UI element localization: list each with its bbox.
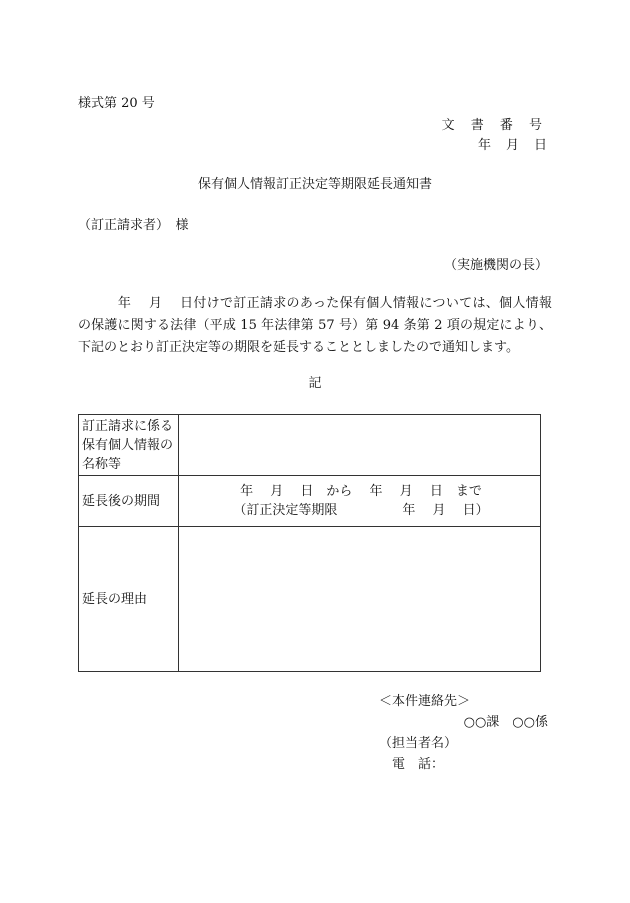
addressee: （訂正請求者） 様 (78, 218, 189, 233)
row2-label: 延長後の期間 (79, 476, 179, 527)
extended-period-cell (179, 476, 541, 527)
row3-label: 延長の理由 (79, 527, 179, 672)
contact-phone: 電 話： (392, 757, 445, 772)
row1-value (179, 415, 541, 476)
details-table (78, 414, 541, 672)
table-row (79, 527, 541, 672)
table-row (79, 415, 541, 476)
issuer: （実施機関の長） (443, 258, 548, 273)
table-row (79, 476, 541, 527)
period-line-1: 年 月 日 から 年 月 日 まで (240, 484, 482, 499)
ki-heading: 記 (308, 376, 322, 391)
notice-body: 年 月 日付けで訂正請求のあった保有個人情報については、個人情報の保護に関する法律（平成 15 年法律第 57 号）第 94 条第 2 項の規定により、下記のとおり訂正決定等の期限を延長することとしましたので通知します。 (78, 296, 552, 355)
document-date: 年 月 日 (477, 138, 548, 153)
contact-heading: ＜本件連絡先＞ (379, 694, 471, 709)
period-line-2: （訂正決定等期限 年 月 日） (233, 503, 489, 518)
document-title: 保有個人情報訂正決定等期限延長通知書 (197, 177, 432, 192)
contact-department: ○○課 ○○係 (463, 715, 548, 730)
contact-person: （担当者名） (379, 736, 458, 751)
row1-label: 訂正請求に係る保有個人情報の名称等 (79, 415, 179, 476)
form-number: 様式第 20 号 (78, 96, 155, 111)
document-number: 文 書 番 号 (441, 118, 548, 133)
row3-value (179, 527, 541, 672)
